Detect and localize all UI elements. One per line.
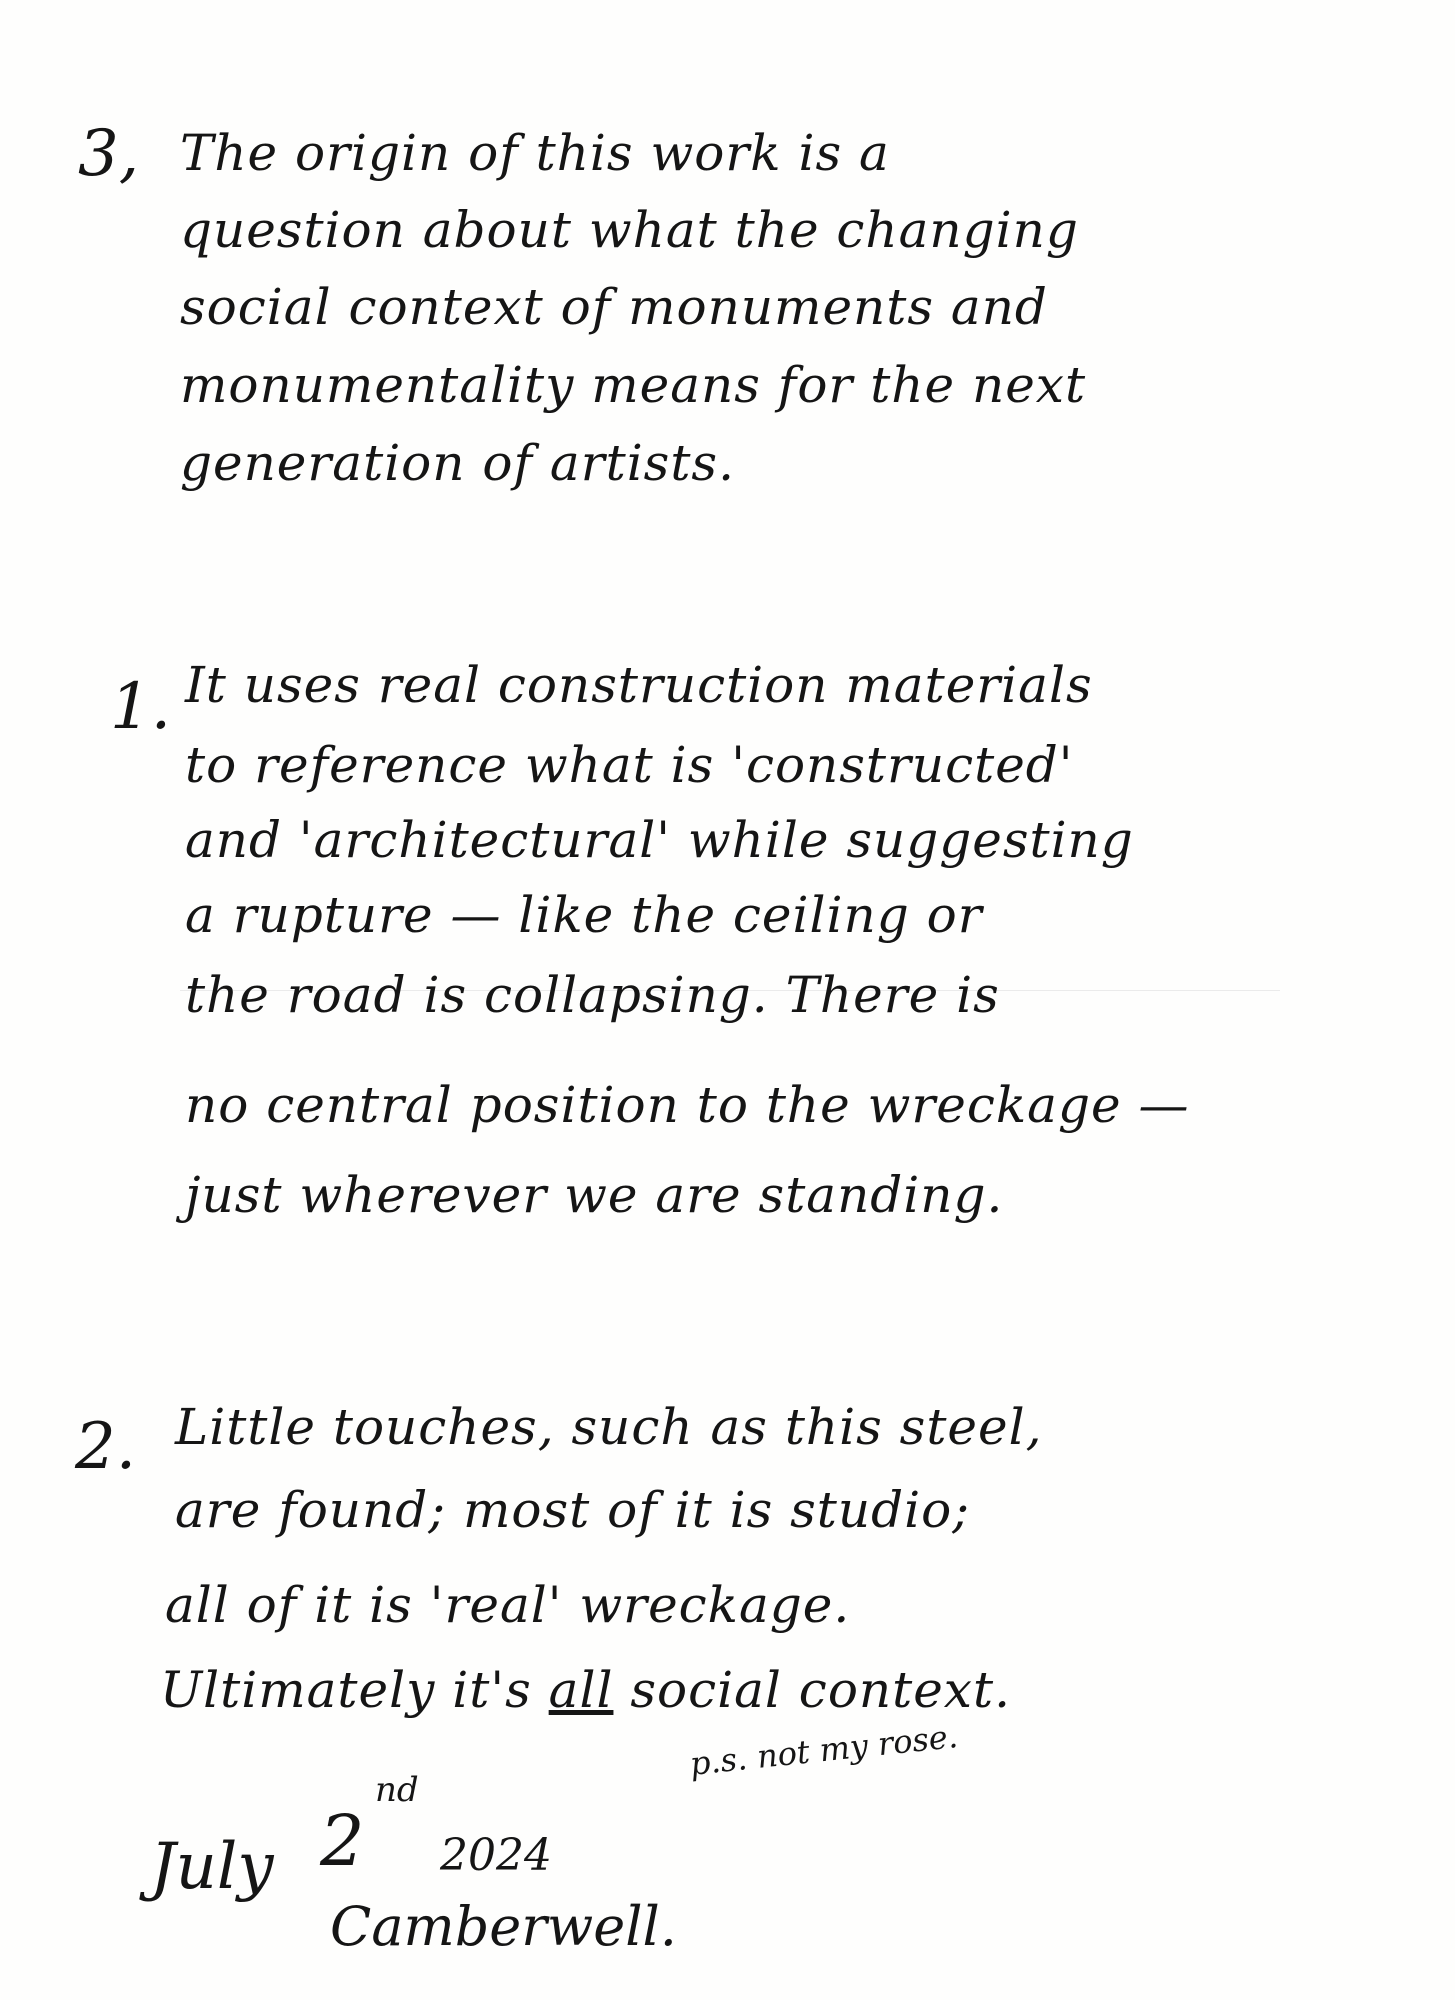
- date-month: July: [150, 1830, 274, 1904]
- date-day: 2: [320, 1800, 365, 1882]
- note-line: question about what the changing: [180, 201, 1079, 259]
- note-line: all of it is 'real' wreckage.: [165, 1576, 851, 1634]
- item-number: 2.: [75, 1410, 137, 1484]
- note-line: just wherever we are standing.: [185, 1166, 1004, 1224]
- note-phrase: Ultimately it's: [160, 1661, 532, 1719]
- note-line: The origin of this work is a: [180, 124, 890, 182]
- item-number: 1.: [110, 670, 172, 744]
- note-phrase: social context.: [630, 1661, 1011, 1719]
- note-line: [160, 1661, 1011, 1719]
- note-line: generation of artists.: [180, 434, 735, 492]
- note-line: and 'architectural' while suggesting: [185, 811, 1134, 869]
- postscript: p.s. not my rose.: [688, 1716, 960, 1783]
- item-number: 3,: [78, 117, 140, 191]
- date-year: 2024: [440, 1830, 552, 1881]
- note-line: no central position to the wreckage —: [185, 1076, 1190, 1134]
- date-suffix: nd: [375, 1770, 419, 1810]
- note-line: to reference what is 'constructed': [185, 736, 1074, 794]
- place-name: Camberwell.: [330, 1895, 677, 1958]
- note-line: monumentality means for the next: [180, 356, 1087, 414]
- note-line: the road is collapsing. There is: [185, 966, 1000, 1024]
- note-line: Little touches, such as this steel,: [175, 1398, 1043, 1456]
- note-line: a rupture — like the ceiling or: [185, 886, 983, 944]
- note-line: It uses real construction materials: [185, 656, 1093, 714]
- note-line: social context of monuments and: [180, 278, 1048, 336]
- underlined-word: all: [548, 1661, 614, 1719]
- note-line: are found; most of it is studio;: [175, 1481, 971, 1539]
